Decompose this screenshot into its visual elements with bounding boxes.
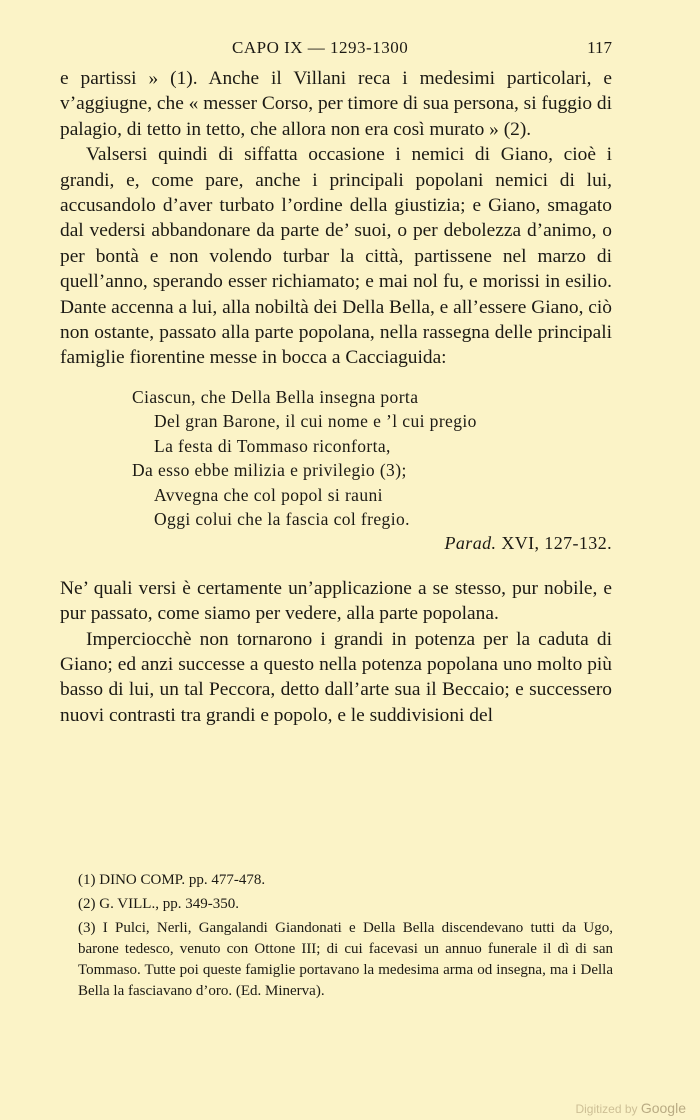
footnote: (3) I Pulci, Nerli, Gangalandi Giandonati e Della Bella discendevano tutti da Ugo, barone tedesco, venuto con Ottone III; di cui facevasi un annuo funerale il dì di san Tommaso. Tutte poi queste famiglie portavano la medesima arma od insegna, ma i Della Bella la fasciavano d’oro. (Ed. Minerva). bbox=[78, 920, 613, 999]
paragraph: e partissi » (1). Anche il Villani reca i medesimi particolari, e v’aggiugne, che « messer Corso, per timore di sua persona, si fuggio di palagio, di tetto in tetto, che allora non era così murato » (2). bbox=[60, 68, 612, 140]
paragraph: Ne’ quali versi è certamente un’applicazione a se stesso, pur nobile, e pur passato, come siamo per vedere, alla parte popolana. bbox=[60, 577, 612, 625]
footnotes bbox=[78, 870, 613, 1005]
page-number: 117 bbox=[587, 38, 612, 57]
verse-line: Oggi colui che la fascia col fregio. bbox=[154, 508, 410, 529]
paragraph: Valsersi quindi di siffatta occasione i nemici di Giano, cioè i grandi, e, come pare, anche i principali popolani nemici di lui, accusandolo d’aver turbato l’ordine della giustizia; e Giano, smagato dal vedersi abbandonare da parte de’ suoi, o per debolezza d’animo, o per bontà e non volendo turbar la città, partissene nel marzo di quell’anno, sperando esser richiamato; e mai nol fu, e morissi in esilio. Dante accenna a lui, alla nobiltà dei Della Bella, e all’essere Giano, ciò non ostante, passato alla parte popolana, nella rassegna delle principali famiglie fiorentine messe in bocca a Cacciaguida: bbox=[60, 144, 612, 369]
verse-line: Da esso ebbe milizia e privilegio (3); bbox=[132, 460, 407, 481]
main-text bbox=[60, 66, 612, 728]
paragraph: Imperciocchè non tornarono i grandi in potenza per la caduta di Giano; ed anzi successe a questo nella potenza popolana uno molto più basso di lui, un tal Peccora, detto dall’arte sua il Beccaio; e successero nuovi contrasti tra grandi e popolo, e le suddivisioni del bbox=[60, 628, 612, 726]
book-page bbox=[60, 34, 612, 728]
google-logo: Google bbox=[640, 1100, 686, 1116]
verse-line: Del gran Barone, il cui nome e ’l cui pregio bbox=[154, 411, 477, 432]
citation-work: Parad. bbox=[444, 533, 497, 554]
running-header bbox=[60, 34, 612, 66]
verse-citation bbox=[132, 531, 612, 555]
verse-line: La festa di Tommaso riconforta, bbox=[154, 435, 391, 456]
running-title: CAPO IX — 1293-1300 bbox=[232, 38, 409, 57]
verse-line: Ciascun, che Della Bella insegna porta bbox=[132, 386, 419, 407]
footnote: (2) G. VILL., pp. 349-350. bbox=[78, 896, 239, 912]
verse-line: Avvegna che col popol si rauni bbox=[154, 484, 383, 505]
verse-quotation bbox=[132, 385, 612, 556]
watermark-prefix: Digitized by bbox=[575, 1102, 638, 1116]
citation-ref: XVI, 127-132. bbox=[501, 533, 612, 554]
footnote: (1) DINO COMP. pp. 477-478. bbox=[78, 872, 266, 888]
digitization-watermark bbox=[575, 1100, 686, 1116]
